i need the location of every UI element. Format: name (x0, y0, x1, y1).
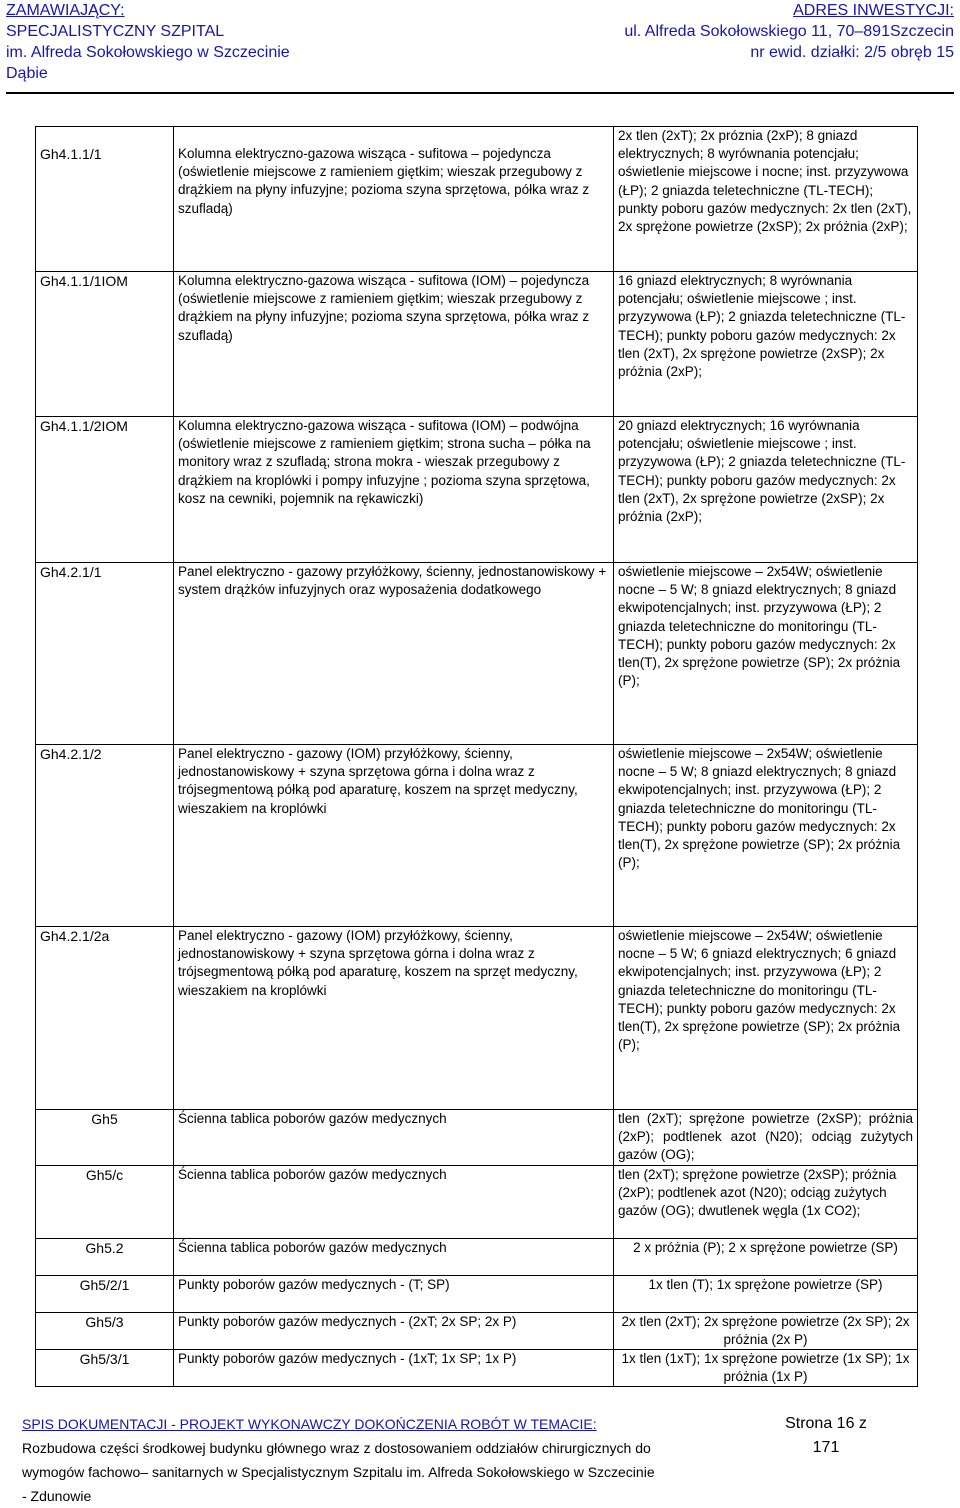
row-equipment: 2 x próżnia (P); 2 x sprężone powietrze (SP) (614, 1238, 918, 1275)
row-code: Gh4.2.1/1 (36, 563, 174, 745)
row-equipment: tlen (2xT); sprężone powietrze (2xSP); próżnia (2xP); podtlenek azot (N20); odciąg zużytych gazów (OG); (614, 1110, 918, 1166)
row-code: Gh4.1.1/2IOM (36, 417, 174, 563)
row-equipment: 16 gniazd elektrycznych; 8 wyrównania potencjału; oświetlenie miejscowe ; inst. przyzywowa (ŁP); 2 gniazda teletechniczne (TL-TECH); punkty poboru gazów medycznych: 2x tlen (2xT), 2x sprężone powietrze (2xSP); 2x próżnia (2xP); (614, 272, 918, 417)
row-equipment: 1x tlen (1xT); 1x sprężone powietrze (1x SP); 1x próżnia (1x P) (614, 1350, 918, 1387)
row-code: Gh4.1.1/1IOM (36, 272, 174, 417)
row-equipment: 20 gniazd elektrycznych; 16 wyrównania potencjału; oświetlenie miejscowe ; inst. przyzywowa (ŁP); 2 gniazda teletechniczne (TL-TECH); punkty poboru gazów medycznych: 2x tlen (2xT), 2x sprężone powietrze (2xSP); 2x próżnia (2xP); (614, 417, 918, 563)
table-row (36, 1312, 918, 1349)
investor-name-2: im. Alfreda Sokołowskiego w Szczecinie (6, 44, 290, 61)
page-label: Strona 16 z (785, 1415, 867, 1432)
row-equipment: oświetlenie miejscowe – 2x54W; oświetlenie nocne – 5 W; 6 gniazd elektrycznych; 6 gniazd ekwipotencjalnych; inst. przyzywowa (ŁP); 2 gniazda teletechniczne do monitoringu (TL-TECH); punkty poboru gazów medycznych: 2x tlen(T), 2x sprężone powietrze (SP); 2x próżnia (P); (614, 927, 918, 1110)
table-row (36, 927, 918, 1110)
address-plot: nr ewid. działki: 2/5 obręb 15 (750, 44, 954, 61)
footer-project-line-1: Rozbudowa części środkowej budynku głównego wraz z dostosowaniem oddziałów chirurgicznych do (22, 1440, 651, 1456)
page-total: 171 (812, 1439, 840, 1456)
row-description: Kolumna elektryczno-gazowa wisząca - sufitowa – pojedyncza (oświetlenie miejscowe z ramieniem giętkim; wieszak przegubowy z drążkiem na płyny infuzyjne; pozioma szyna sprzętowa, półka wraz z szufladą) (174, 127, 614, 272)
table-row (36, 272, 918, 417)
row-code: Gh5/3 (36, 1312, 174, 1349)
row-description: Punkty poborów gazów medycznych - (1xT; 1x SP; 1x P) (174, 1350, 614, 1387)
table-row (36, 745, 918, 927)
address-block (624, 0, 954, 63)
row-code: Gh5 (36, 1110, 174, 1166)
equipment-table (35, 126, 918, 1387)
row-description: Kolumna elektryczno-gazowa wisząca - sufitowa (IOM) – podwójna (oświetlenie miejscowe z ramieniem giętkim; strona sucha – półka na monitory wraz z szufladą; strona mokra - wieszak przegubowy z drążkiem na kroplówki i pompy infuzyjne ; pozioma szyna sprzętowa, kosz na cewniki, pojemnik na rękawiczki) (174, 417, 614, 563)
row-equipment: 2x tlen (2xT); 2x próznia (2xP); 8 gniazd elektrycznych; 8 wyrównania potencjału; oświetlenie miejscowe i nocne; inst. przyzywowa (ŁP); 2 gniazda teletechniczne (TL-TECH); punkty poboru gazów medycznych: 2x tlen (2xT), 2x sprężone powietrze (2xSP); 2x próżnia (2xP); (614, 127, 918, 272)
page-header (6, 0, 954, 94)
investor-name-3: Dąbie (6, 65, 48, 82)
investor-label: ZAMAWIAJĄCY: (6, 2, 125, 19)
table-row (36, 417, 918, 563)
row-equipment: tlen (2xT); sprężone powietrze (2xSP); próżnia (2xP); podtlenek azot (N20); odciąg zużytych gazów (OG); dwutlenek węgla (1x CO2); (614, 1165, 918, 1238)
row-code: Gh5/c (36, 1165, 174, 1238)
row-description: Kolumna elektryczno-gazowa wisząca - sufitowa (IOM) – pojedyncza (oświetlenie miejscowe z ramieniem giętkim; wieszak przegubowy z drążkiem na płyny infuzyjne; pozioma szyna sprzętowa, półka wraz z szufladą) (174, 272, 614, 417)
row-description: Ścienna tablica poborów gazów medycznych (174, 1238, 614, 1275)
table-row (36, 1350, 918, 1387)
row-equipment: 2x tlen (2xT); 2x sprężone powietrze (2x SP); 2x próżnia (2x P) (614, 1312, 918, 1349)
row-code: Gh4.2.1/2 (36, 745, 174, 927)
row-equipment: oświetlenie miejscowe – 2x54W; oświetlenie nocne – 5 W; 8 gniazd elektrycznych; 8 gniazd ekwipotencjalnych; inst. przyzywowa (ŁP); 2 gniazda teletechniczne do monitoringu (TL-TECH); punkty poboru gazów medycznych: 2x tlen(T), 2x sprężone powietrze (SP); 2x próżnia (P); (614, 745, 918, 927)
table-row (36, 1238, 918, 1275)
row-description: Panel elektryczno - gazowy (IOM) przyłóżkowy, ścienny, jednostanowiskowy + szyna sprzętowa górna i dolna wraz z trójsegmentową półką pod aparaturę, koszem na sprzęt medyczny, wieszakiem na kroplówki (174, 745, 614, 927)
table-row (36, 1110, 918, 1166)
row-equipment: 1x tlen (T); 1x sprężone powietrze (SP) (614, 1275, 918, 1312)
table-row (36, 1165, 918, 1238)
row-description: Panel elektryczno - gazowy (IOM) przyłóżkowy, ścienny, jednostanowiskowy + szyna sprzętowa górna i dolna wraz z trójsegmentową półką pod aparaturę, koszem na sprzęt medyczny, wieszakiem na kroplówki (174, 927, 614, 1110)
address-street: ul. Alfreda Sokołowskiego 11, 70–891Szczecin (624, 23, 954, 40)
row-description: Ścienna tablica poborów gazów medycznych (174, 1110, 614, 1166)
row-description: Punkty poborów gazów medycznych - (T; SP) (174, 1275, 614, 1312)
row-description: Ścienna tablica poborów gazów medycznych (174, 1165, 614, 1238)
investor-block (6, 0, 290, 84)
footer-project-line-2: wymogów fachowo– sanitarnych w Specjalistycznym Szpitalu im. Alfreda Sokołowskiego w Szczecinie (22, 1464, 655, 1480)
row-description: Punkty poborów gazów medycznych - (2xT; 2x SP; 2x P) (174, 1312, 614, 1349)
page-footer (22, 1412, 762, 1508)
row-equipment: oświetlenie miejscowe – 2x54W; oświetlenie nocne – 5 W; 8 gniazd elektrycznych; 8 gniazd ekwipotencjalnych; inst. przyzywowa (ŁP); 2 gniazda teletechniczne do monitoringu (TL-TECH); punkty poboru gazów medycznych: 2x tlen(T), 2x sprężone powietrze (SP); 2x próżnia (P); (614, 563, 918, 745)
row-code: Gh5/2/1 (36, 1275, 174, 1312)
row-code: Gh4.1.1/1 (36, 127, 174, 272)
row-code: Gh4.2.1/2a (36, 927, 174, 1110)
footer-title: SPIS DOKUMENTACJI - PROJEKT WYKONAWCZY DOKOŃCZENIA ROBÓT W TEMACIE: (22, 1416, 597, 1432)
row-code: Gh5/3/1 (36, 1350, 174, 1387)
row-code: Gh5.2 (36, 1238, 174, 1275)
address-label: ADRES INWESTYCJI: (793, 2, 954, 19)
table-row (36, 1275, 918, 1312)
investor-name: SPECJALISTYCZNY SZPITAL (6, 23, 225, 40)
footer-project-line-3: - Zdunowie (22, 1488, 92, 1504)
row-description: Panel elektryczno - gazowy przyłóżkowy, ścienny, jednostanowiskowy + system drążków infuzyjnych oraz wyposażenia dodatkowego (174, 563, 614, 745)
page-number (776, 1412, 876, 1460)
table-row (36, 563, 918, 745)
table-row (36, 127, 918, 272)
